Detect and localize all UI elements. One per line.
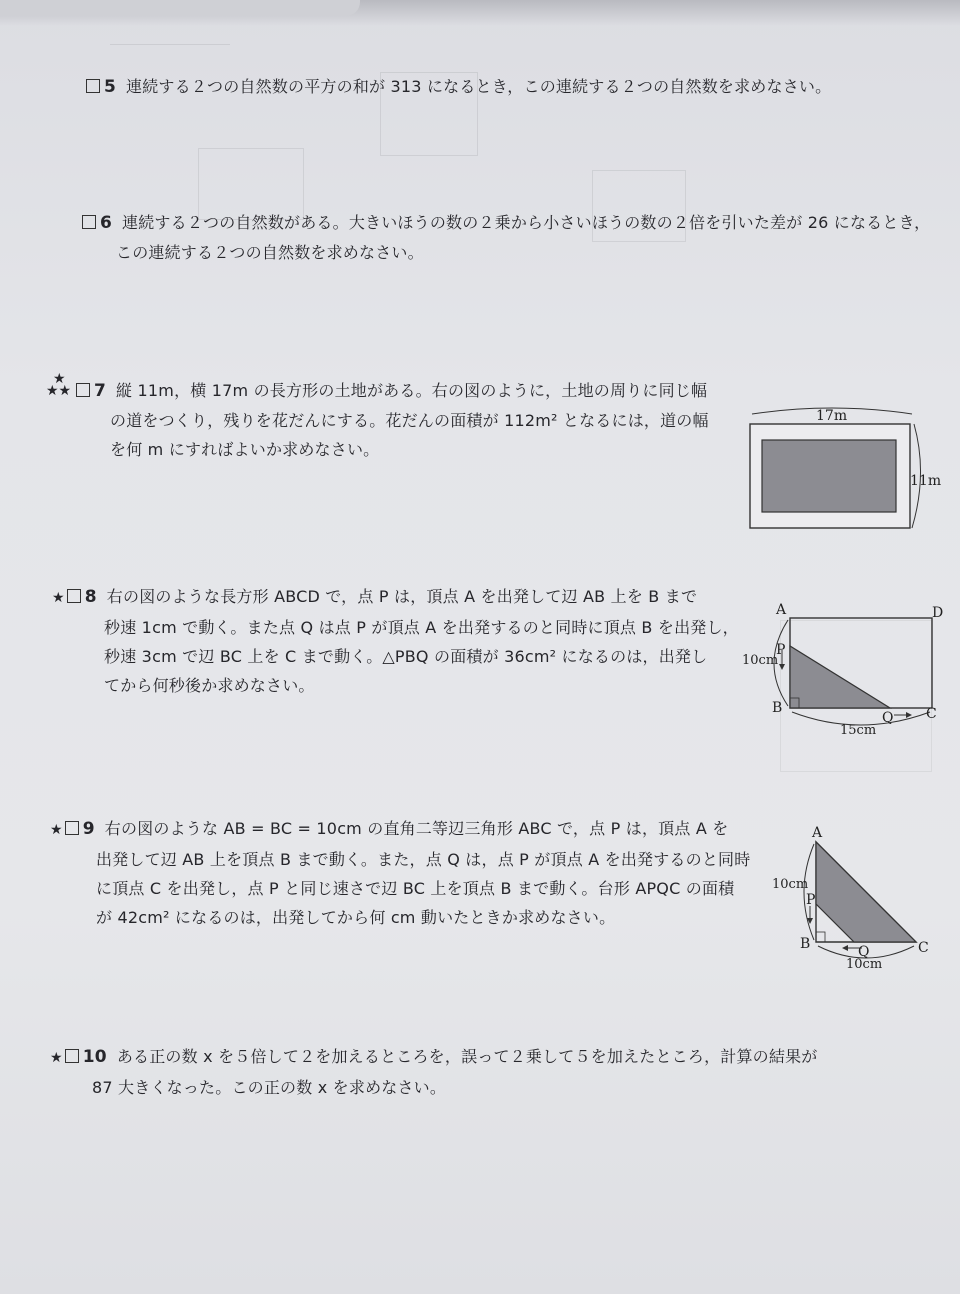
problem-line: に頂点 C を出発し，点 P と同じ速さで辺 BC 上を頂点 B まで動く。台形 APQC の面積	[96, 879, 735, 898]
label-10cm-base: 10cm	[846, 957, 883, 972]
label-q: Q	[858, 944, 870, 960]
problem-number: 10	[82, 1047, 107, 1067]
problem-text: 縦 11m，横 17m の長方形の土地がある。右の図のように，土地の周りに同じ幅	[116, 381, 708, 400]
problem-line: 出発して辺 AB 上を頂点 B まで動く。また，点 Q は，点 P が頂点 A を出発するのと同時	[96, 850, 751, 869]
label-a: A	[776, 602, 787, 618]
label-b: B	[800, 936, 811, 952]
triangle-pbq	[790, 646, 890, 708]
right-angle-mark	[816, 932, 825, 942]
page-tab-shadow	[0, 0, 360, 16]
problem-line	[86, 72, 831, 102]
label-q: Q	[882, 710, 894, 726]
problem-number: 9	[82, 819, 95, 839]
problem-number: 6	[100, 213, 113, 233]
problem-line: 秒速 3cm で辺 BC 上を C まで動く。△PBQ の面積が 36cm² になるのは，出発し	[104, 647, 708, 666]
problem-line	[52, 582, 739, 613]
problem-number: 5	[104, 77, 117, 97]
problem-10	[50, 1042, 817, 1102]
figure-right-triangle	[766, 820, 936, 975]
star-icon: ★	[52, 590, 65, 606]
checkbox-icon	[65, 1049, 79, 1063]
label-b: B	[772, 700, 783, 716]
arrow-head	[906, 712, 912, 718]
problem-line: 87 大きくなった。この正の数 x を求めなさい。	[92, 1078, 447, 1097]
label-10cm: 10cm	[772, 877, 809, 892]
problem-line: 秒速 1cm で動く。また点 Q は点 P が頂点 A を出発するのと同時に頂点 B を出発し，	[104, 618, 739, 637]
difficulty-stars	[46, 373, 71, 397]
problem-text: 連続する２つの自然数の平方の和が 313 になるとき，この連続する２つの自然数を求めなさい。	[126, 77, 832, 96]
problem-line	[76, 376, 709, 406]
checkbox-icon	[76, 383, 90, 397]
problem-8	[52, 582, 739, 700]
problem-7	[76, 376, 709, 464]
checkbox-icon	[65, 821, 79, 835]
checkbox-icon	[67, 589, 81, 603]
width-label: 17m	[816, 408, 848, 424]
flowerbed-rectangle	[762, 440, 896, 512]
checkbox-icon	[86, 79, 100, 93]
label-p: P	[806, 892, 816, 908]
label-d: D	[932, 605, 944, 621]
problem-line: てから何秒後か求めなさい。	[104, 676, 315, 695]
trapezoid-apqc	[816, 842, 916, 942]
label-c: C	[918, 940, 929, 956]
label-c: C	[926, 706, 937, 722]
problem-line: が 42cm² になるのは，出発してから何 cm 動いたときか求めなさい。	[96, 908, 616, 927]
problem-5	[86, 72, 831, 102]
problem-line: この連続する２つの自然数を求めなさい。	[116, 243, 424, 262]
checkbox-icon	[82, 215, 96, 229]
problem-text: 連続する２つの自然数がある。大きいほうの数の２乗から小さいほうの数の２倍を引いた差が 26 になるとき，	[122, 213, 931, 232]
figure-rectangle-abcd	[740, 598, 950, 743]
problem-line	[50, 1042, 817, 1073]
star-icon: ★	[53, 371, 66, 387]
problem-line	[82, 208, 930, 238]
problem-line: の道をつくり，残りを花だんにする。花だんの面積が 112m² となるには，道の幅	[110, 411, 709, 430]
problem-9	[50, 814, 750, 932]
problem-6	[82, 208, 930, 267]
star-icon: ★★	[46, 383, 72, 399]
problem-text: ある正の数 x を５倍して２を加えるところを，誤って２乗して５を加えたところ，計算の結果が	[116, 1047, 818, 1066]
arrow-head	[842, 945, 848, 951]
star-icon: ★	[50, 1050, 63, 1066]
label-10cm: 10cm	[742, 653, 779, 668]
problem-number: 7	[94, 381, 107, 401]
label-15cm: 15cm	[840, 723, 877, 738]
label-p: P	[776, 642, 786, 658]
problem-text: 右の図のような AB = BC = 10cm の直角二等辺三角形 ABC で，点 P は，頂点 A を	[104, 819, 729, 838]
height-label: 11m	[910, 473, 942, 489]
problem-number: 8	[84, 587, 97, 607]
bleed-through-mark	[110, 30, 230, 45]
problem-line	[50, 814, 750, 845]
arrow-head	[779, 664, 785, 670]
problem-text: 右の図のような長方形 ABCD で，点 P は，頂点 A を出発して辺 AB 上を B まで	[106, 587, 698, 606]
figure-garden-plot	[742, 404, 942, 534]
label-a: A	[812, 825, 823, 841]
star-icon: ★	[50, 822, 63, 838]
problem-line: を何 m にすればよいか求めなさい。	[110, 440, 380, 459]
